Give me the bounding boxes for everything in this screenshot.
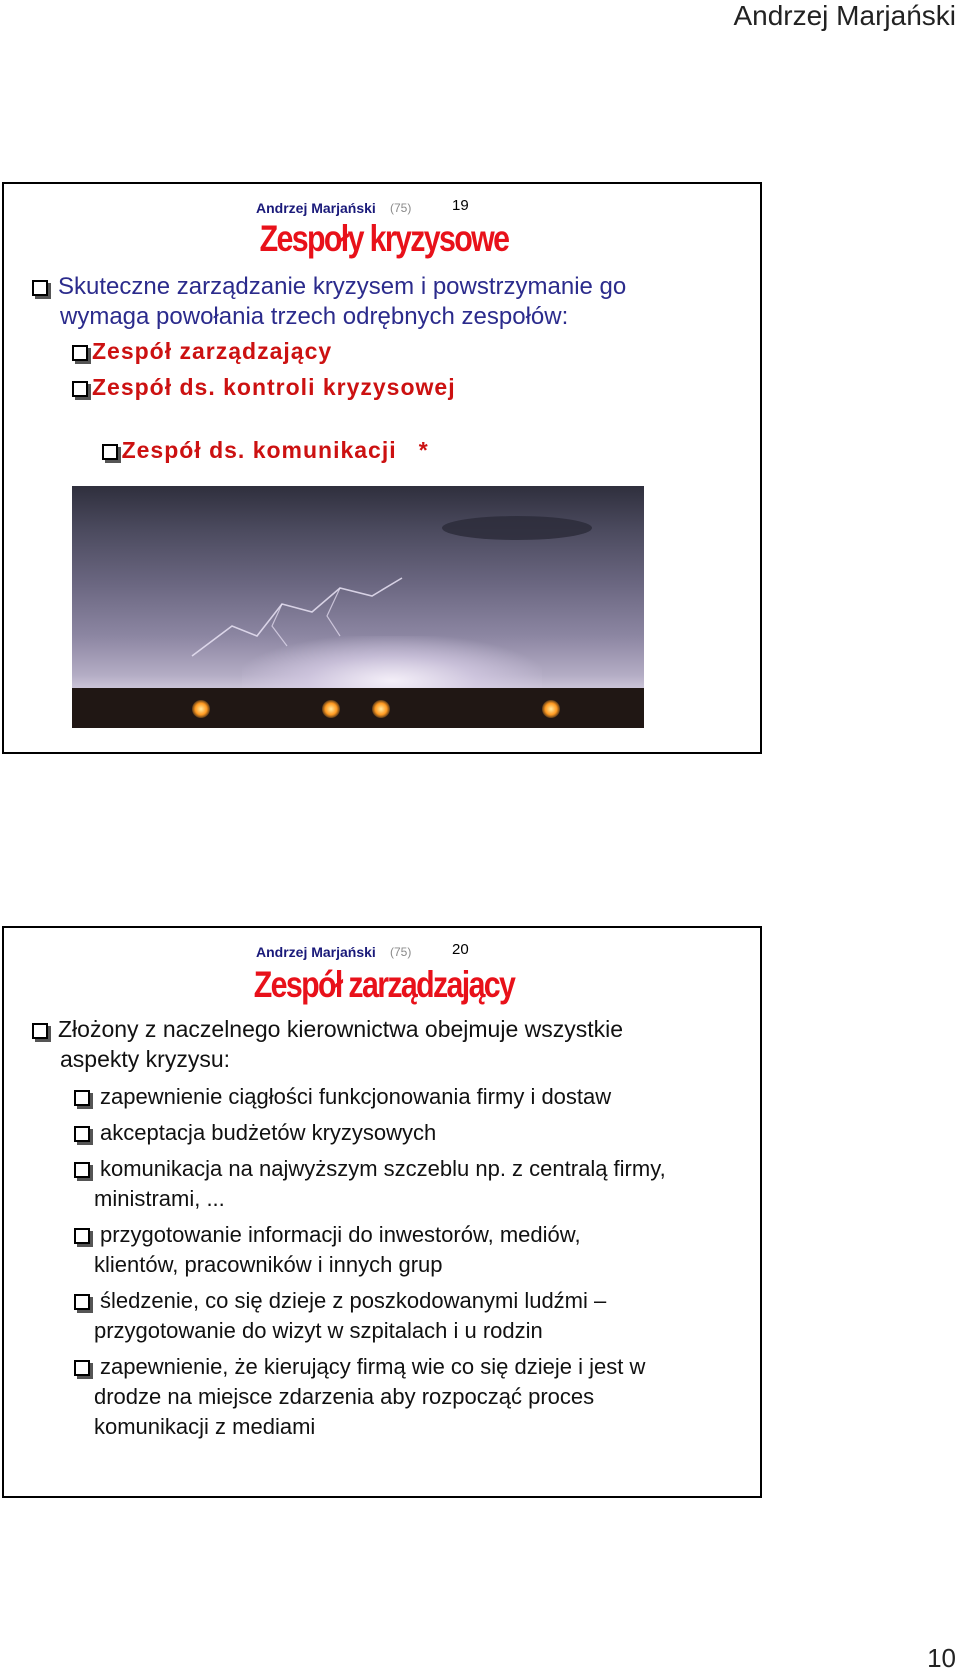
intro-line-2: wymaga powołania trzech odrębnych zespołów: <box>60 303 569 330</box>
sub-item: zapewnienie, że kierujący firmą wie co się dzieje i jest w <box>74 1352 645 1382</box>
checkbox-bullet-icon <box>74 1294 90 1310</box>
intro-line-1: Złożony z naczelnego kierownictwa obejmuje wszystkie <box>58 1016 624 1042</box>
slide-title: Zespoły kryzysowe <box>259 218 509 259</box>
slide-header <box>4 940 760 960</box>
checkbox-bullet-icon <box>72 345 88 361</box>
slide-header <box>4 196 760 216</box>
sub-item-continued: drodze na miejsce zdarzenia aby rozpocząć proces <box>94 1384 595 1409</box>
sub-item: śledzenie, co się dzieje z poszkodowanymi ludźmi – <box>74 1286 606 1316</box>
header-author: Andrzej Marjański <box>256 944 376 960</box>
lightning-storm-photo <box>72 486 644 728</box>
street-light <box>542 700 560 718</box>
checkbox-bullet-icon <box>74 1228 90 1244</box>
team-item: Zespół zarządzający <box>72 338 332 365</box>
sub-item-continued: przygotowanie do wizyt w szpitalach i u rodzin <box>94 1318 543 1343</box>
team-item: Zespół ds. kontroli kryzysowej <box>72 374 456 401</box>
intro-line-1: Skuteczne zarządzanie kryzysem i powstrzymanie go <box>58 273 627 300</box>
team-item: Zespół ds. komunikacji * <box>72 410 429 491</box>
checkbox-bullet-icon <box>74 1090 90 1106</box>
sub-item: komunikacja na najwyższym szczeblu np. z centralą firmy, <box>74 1154 666 1184</box>
checkbox-bullet-icon <box>74 1162 90 1178</box>
slide-number: 19 <box>452 197 469 214</box>
checkbox-bullet-icon <box>74 1126 90 1142</box>
checkbox-bullet-icon <box>32 1023 48 1039</box>
sub-item-continued: komunikacji z mediami <box>94 1414 316 1439</box>
checkbox-bullet-icon <box>74 1360 90 1376</box>
intro-line-2: aspekty kryzysu: <box>60 1046 230 1072</box>
checkbox-bullet-icon <box>102 444 118 460</box>
bullet-intro <box>32 272 626 302</box>
sub-item: akceptacja budżetów kryzysowych <box>74 1118 436 1148</box>
bullet-intro <box>32 1014 623 1044</box>
header-count: (75) <box>390 945 412 959</box>
sub-item-continued: klientów, pracowników i innych grup <box>94 1252 443 1277</box>
slide-title: Zespół zarządzający <box>253 964 515 1005</box>
street-light <box>192 700 210 718</box>
checkbox-bullet-icon <box>72 381 88 397</box>
checkbox-bullet-icon <box>32 280 48 296</box>
sub-item-continued: ministrami, ... <box>94 1186 225 1211</box>
slide-number: 20 <box>452 941 469 958</box>
sub-item: zapewnienie ciągłości funkcjonowania firmy i dostaw <box>74 1082 611 1112</box>
street-light <box>372 700 390 718</box>
street-light <box>322 700 340 718</box>
header-author: Andrzej Marjański <box>256 200 376 216</box>
header-count: (75) <box>390 201 412 215</box>
sub-item: przygotowanie informacji do inwestorów, mediów, <box>74 1220 581 1250</box>
page-number: 10 <box>927 1643 956 1673</box>
page-author: Andrzej Marjański <box>733 0 956 31</box>
slide-19 <box>2 182 762 754</box>
slide-20 <box>2 926 762 1498</box>
